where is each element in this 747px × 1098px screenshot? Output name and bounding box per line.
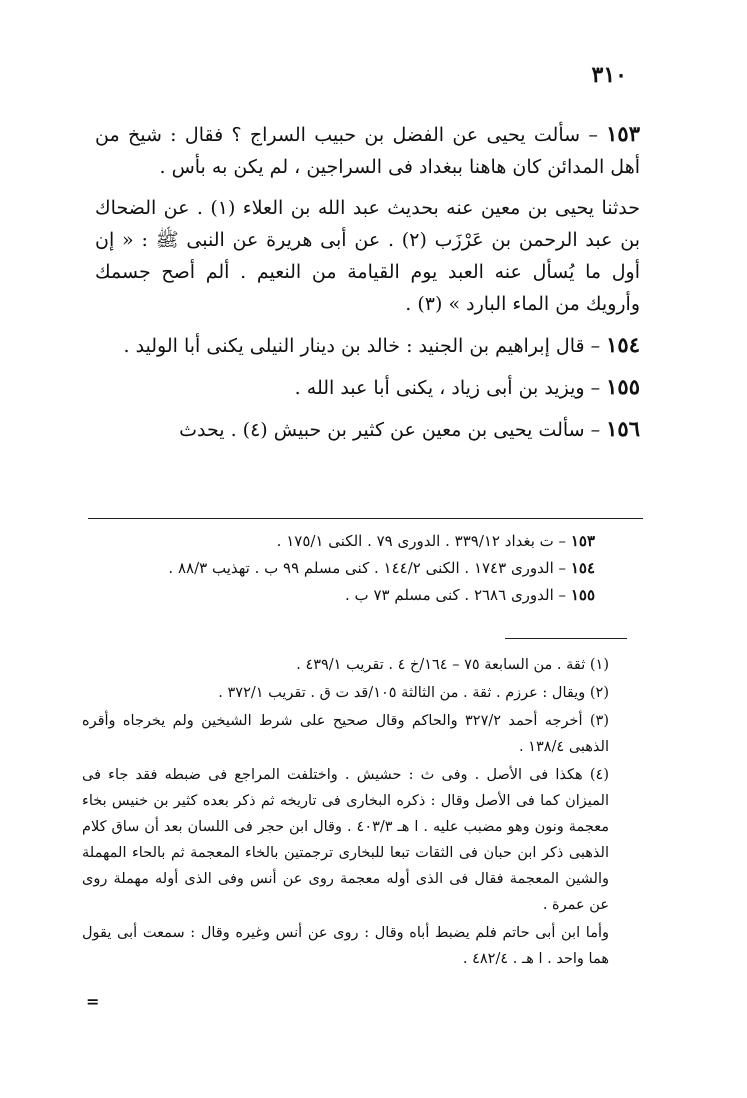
footnote-divider (505, 638, 627, 639)
entry-number: ١٥٤ (606, 332, 640, 357)
entry-text: – سألت يحيى عن الفضل بن حبيب السراج ؟ فقال : شيخ من أهل المدائن كان هاهنا ببغداد فى السراجين ، لم يكن به بأس . (95, 124, 640, 178)
reference-number: ١٥٣ (570, 532, 595, 550)
reference-number: ١٥٤ (570, 559, 595, 577)
entry-text: – ويزيد بن أبى زياد ، يكنى أبا عبد الله . (294, 377, 607, 399)
entry-text: – قال إبراهيم بن الجنيد : خالد بن دينار النيلى يكنى أبا الوليد . (123, 335, 607, 357)
entry-156 (95, 413, 640, 446)
hadith-paragraph: حدثنا يحيى بن معين عنه بحديث عبد الله بن العلاء (١) . عن الضحاك بن عبد الرحمن بن عَرْزَب (٢) . عن أبى هريرة عن النبى ﷺ : « إن أول ما يُسأل عنه العبد يوم القيامة من النعيم . ألم أصح جسمك وأرويك من الماء البارد » (٣) . (95, 197, 640, 315)
reference-line (95, 555, 640, 582)
reference-number: ١٥٥ (570, 586, 595, 604)
main-divider (88, 518, 643, 519)
page-number: ٣١٠ (591, 62, 627, 88)
footnote-4-continued: وأما ابن أبى حاتم فلم يضبط أباه وقال : روى عن أنس وغيره وقال : سمعت أبى يقول هما واحد . ا هـ . ٤٨٢/٤ . (82, 925, 609, 967)
continuation-mark: = (86, 992, 100, 1011)
reference-line (95, 582, 640, 609)
entry-155 (95, 371, 640, 404)
reference-text: – الدورى ٢٦٨٦ . كنى مسلم ٧٣ ب . (345, 586, 571, 604)
footnote-2: (٢) ويقال : عرزم . ثقة . من الثالثة ١٠٥/قد ت ق . تقريب ٣٧٢/١ . (218, 685, 609, 701)
entry-text: – سألت يحيى بن معين عن كثير بن حبيش (٤) . يحدث (179, 419, 607, 441)
entry-number: ١٥٦ (606, 416, 640, 441)
entry-number: ١٥٣ (606, 121, 640, 146)
footnote-3: (٣) أخرجه أحمد ٣٢٧/٢ والحاكم وقال صحيح على شرط الشيخين ولم يخرجاه وأقره الذهبى ١٣٨/٤ . (82, 713, 609, 755)
references-block (95, 528, 640, 609)
footnotes-block (82, 652, 637, 974)
footnote-4: (٤) هكذا فى الأصل . وفى ث : حشيش . واختلفت المراجع فى ضبطه فقد جاء فى الميزان كما فى الأصل وقال : ذكره البخارى فى تاريخه ثم ذكر بعده كثير بن خنيس بخاء معجمة ونون وهو مضبب عليه . ا هـ ٤٠٣/٣ . وقال ابن حجر فى اللسان بعد أن ساق كلام الذهبى ذكر ابن حبان فى الثقات تبعا للبخارى ترجمتين بالخاء المعجمة ثم بالحاء المهملة والشين المعجمة فقال فى الذى أوله معجمة روى عن أنس وفى الذى أوله مهملة روى عن عمرة . (82, 767, 609, 913)
footnote-1: (١) ثقة . من السابعة ٧٥ – ١٦٤/خ ٤ . تقريب ٤٣٩/١ . (296, 657, 609, 673)
main-text (95, 118, 640, 455)
reference-text: – الدورى ١٧٤٣ . الكنى ١٤٤/٢ . كنى مسلم ٩٩ ب . تهذيب ٨٨/٣ . (168, 559, 571, 577)
entry-number: ١٥٥ (606, 374, 640, 399)
entry-153 (95, 118, 640, 183)
entry-154 (95, 329, 640, 362)
reference-line (95, 528, 640, 555)
reference-text: – ت بغداد ٣٣٩/١٢ . الدورى ٧٩ . الكنى ١٧٥/١ . (276, 532, 571, 550)
